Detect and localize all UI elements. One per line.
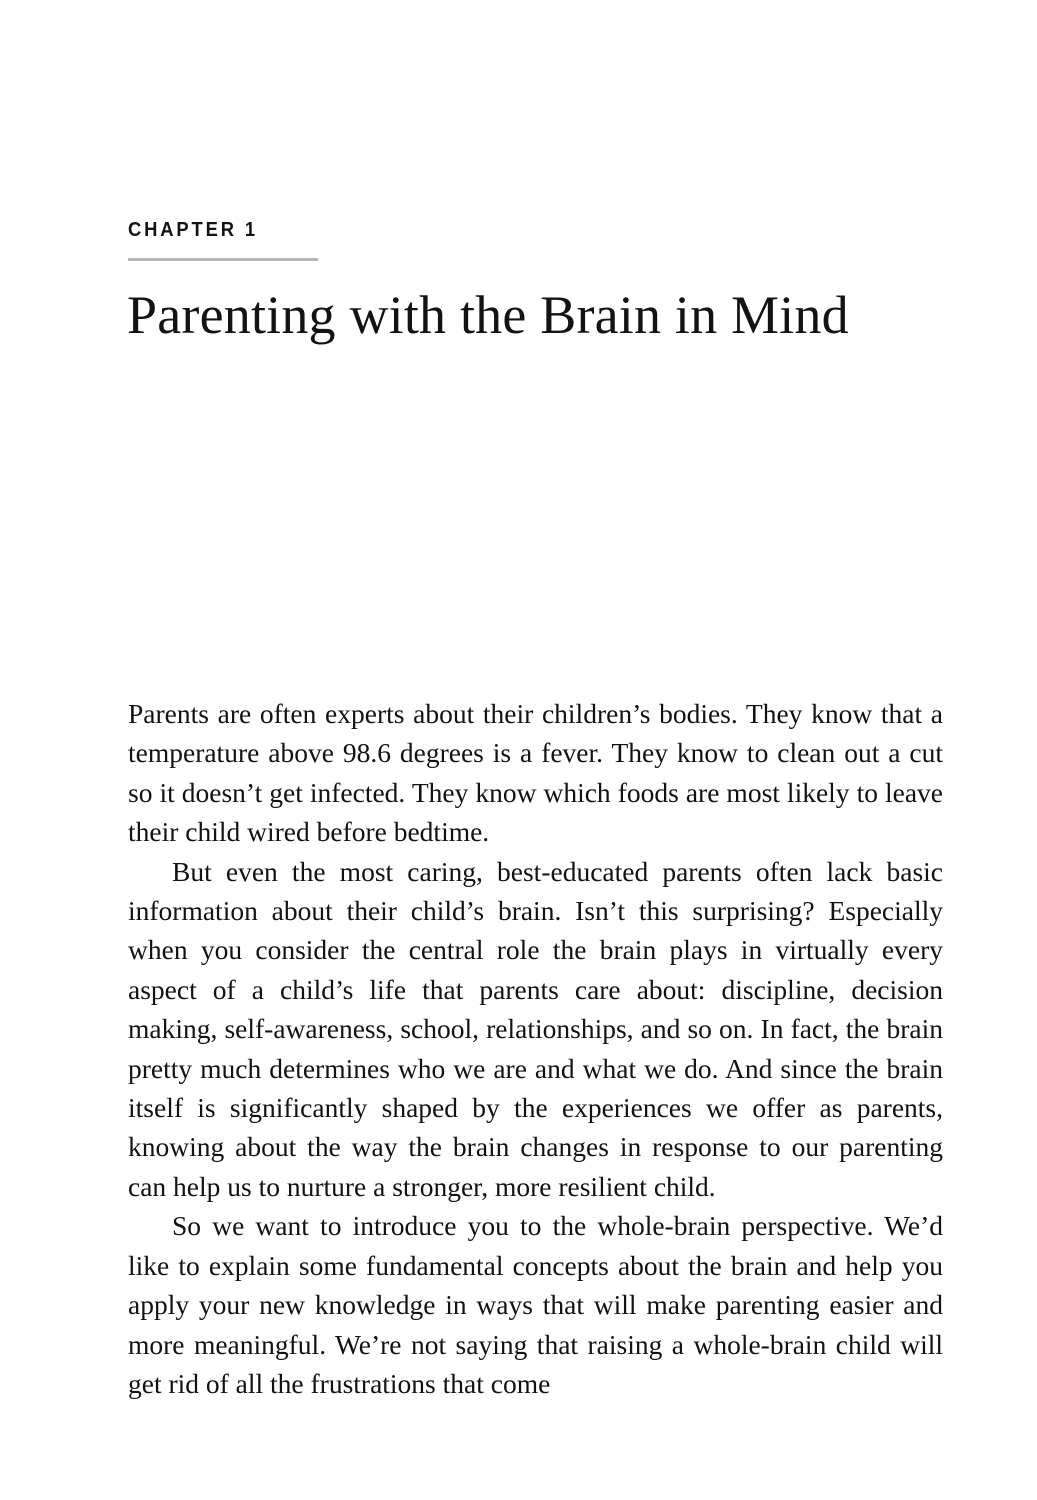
chapter-label: CHAPTER 1 xyxy=(128,219,258,241)
paragraph: But even the most caring, best-educated parents often lack basic information about their child’s brain. Isn’t this surprising? Especially when you consider the central role the brain plays in virtually every aspect of a child’s life that parents care about: discipline, decision making, self-awareness, school, relationships, and so on. In fact, the brain pretty much determines who we are and what we do. And since the brain itself is significantly shaped by the experiences we offer as parents, knowing about the way the brain changes in response to our parenting can help us to nurture a stronger, more resilient child. xyxy=(128,855,943,1202)
paragraph: Parents are often experts about their children’s bodies. They know that a temperature above 98.6 degrees is a fever. They know to clean out a cut so it doesn’t get infected. They know which foods are most likely to leave their child wired before bedtime. xyxy=(128,698,943,848)
body-text xyxy=(128,694,943,1403)
chapter-divider-rule xyxy=(128,258,318,261)
page-title: Parenting with the Brain in Mind xyxy=(127,285,849,345)
paragraph: So we want to introduce you to the whole-brain perspective. We’d like to explain some fundamental concepts about the brain and help you apply your new knowledge in ways that will make parenting easier and more meaningful. We’re not saying that raising a whole-brain child will get rid of all the frustrations that come xyxy=(128,1210,943,1399)
